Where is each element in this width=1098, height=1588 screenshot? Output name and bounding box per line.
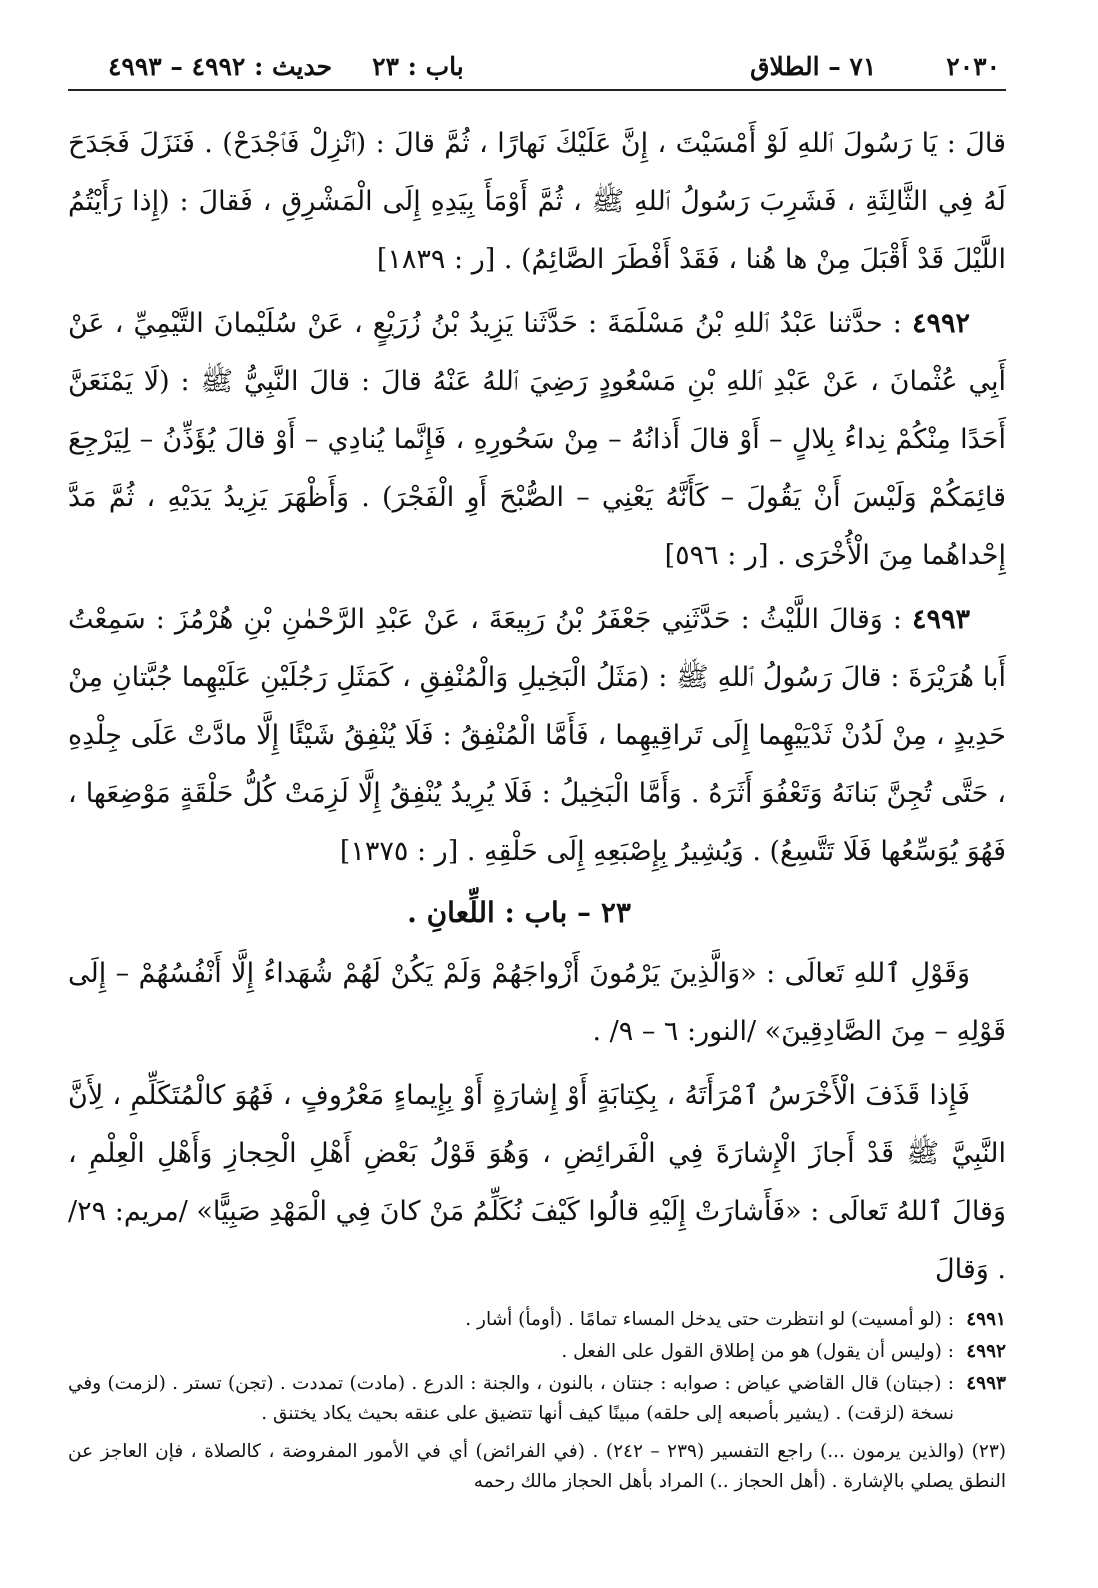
verse-paragraph: وَقَوْلِ ٱللهِ تَعالَى : «وَالَّذِينَ يَرْمُونَ أَزْواجَهُمْ وَلَمْ يَكُنْ لَهُمْ شُهَداءُ إِلَّا أَنْفُسُهُمْ – إِلَى قَوْلِهِ – مِنَ الصَّادِقِينَ» /النور: ٦ – ٩/ .: [68, 958, 1006, 1047]
footnote-4991: [68, 1305, 1006, 1335]
footnotes: [68, 1305, 1006, 1497]
footnote-text: : (لو أمسيت) لو انتظرت حتى يدخل المساء تمامًا . (أومأ) أشار .: [465, 1309, 954, 1330]
hadith-range: حديث : ٤٩٩٢ – ٤٩٩٣: [108, 52, 333, 81]
footnote-text: : (وليس أن يقول) هو من إطلاق القول على الفعل .: [561, 1341, 954, 1362]
hadith-text: : وَقالَ اللَّيْثُ : حَدَّثَنِي جَعْفَرُ بْنُ رَبِيعَةَ ، عَنْ عَبْدِ الرَّحْمٰنِ بْنِ هُرْمُزَ : سَمِعْتُ أَبا هُرَيْرَةَ : قالَ رَسُولُ ٱللهِ ﷺ : (مَثَلُ الْبَخِيلِ وَالْمُنْفِقِ ، كَمَثَلِ رَجُلَيْنِ عَلَيْهِما جُبَّتانِ مِنْ حَدِيدٍ ، مِنْ لَدُنْ ثَدْيَيْهِما إِلَى تَراقِيهِما ، فَأَمَّا الْمُنْفِقُ : فَلَا يُنْفِقُ شَيْئًا إِلَّا مادَّتْ عَلَى جِلْدِهِ ، حَتَّى تُجِنَّ بَنانَهُ وَتَعْفُوَ أَثَرَهُ . وَأَمَّا الْبَخِيلُ : فَلَا يُرِيدُ يُنْفِقُ إِلَّا لَزِمَتْ كُلُّ حَلْقَةٍ مَوْضِعَها ، فَهُوَ يُوَسِّعُها فَلَا تَتَّسِعُ) . وَيُشِيرُ بِإِصْبَعِهِ إِلَى حَلْقِهِ . [ر : ١٣٧٥]: [68, 604, 1006, 867]
hadith-text: : حدَّثنا عَبْدُ ٱللهِ بْنُ مَسْلَمَةَ : حَدَّثَنا يَزِيدُ بْنُ زُرَيْعٍ ، عَنْ سُلَيْمانَ التَّيْمِيِّ ، عَنْ أَبِي عُثْمانَ ، عَنْ عَبْدِ ٱللهِ بْنِ مَسْعُودٍ رَضِيَ ٱللهُ عَنْهُ قالَ : قالَ النَّبِيُّ ﷺ : (لَا يَمْنَعَنَّ أَحَدًا مِنْكُمْ نِداءُ بِلالٍ – أَوْ قالَ أَذانُهُ – مِنْ سَحُورِهِ ، فَإِنَّما يُنادِي – أَوْ قالَ يُؤَذِّنُ – لِيَرْجِعَ قائِمَكُمْ وَلَيْسَ أَنْ يَقُولَ – كَأَنَّهُ يَعْنِي – الصُّبْحَ أَوِ الْفَجْرَ) . وَأَظْهَرَ يَزِيدُ يَدَيْهِ ، ثُمَّ مَدَّ إِحْداهُما مِنَ الْأُخْرَى . [ر : ٥٩٦]: [68, 308, 1006, 571]
hadith-number: ٤٩٩٣: [911, 604, 970, 635]
header-left: [108, 52, 464, 81]
hadith-4993: [68, 591, 1006, 881]
footnote-number: ٤٩٩٣: [966, 1373, 1006, 1394]
footnote-number: ٤٩٩٢: [966, 1341, 1006, 1362]
book-title: ٧١ – الطلاق: [750, 52, 877, 81]
footnote-23: (٢٣) (والذين يرمون ...) راجع التفسير (٢٣٩ – ٢٤٢) . (في الفرائض) أي في الأمور المفروضة ، كالصلاة ، فإن العاجز عن النطق يصلي بالإشارة . (أهل الحجاز ..) المراد بأهل الحجاز مالك رحمه: [68, 1441, 1006, 1492]
footnote-text: : (جبتان) قال القاضي عياض : صوابه : جنتان ، بالنون ، والجنة : الدرع . (مادت) تمددت . (تجن) تستر . (لزمت) وفي نسخة (لزقت) . (يشير بأصبعه إلى حلقه) مبينًا كيف أنها تتضيق على عنقه بحيث يكاد يختنق .: [68, 1373, 954, 1424]
footnote-4992: [68, 1337, 1006, 1367]
page-number: ٢٠٣٠: [946, 52, 1000, 81]
paragraph-continuation: قالَ : يَا رَسُولَ ٱللهِ لَوْ أَمْسَيْتَ ، إِنَّ عَلَيْكَ نَهارًا ، ثُمَّ قالَ : (ٱنْزِلْ فَٱجْدَحْ) . فَنَزَلَ فَجَدَحَ لَهُ فِي الثَّالِثَةِ ، فَشَرِبَ رَسُولُ ٱللهِ ﷺ ، ثُمَّ أَوْمَأَ بِيَدِهِ إِلَى الْمَشْرِقِ ، فَقالَ : (إِذا رَأَيْتُمُ اللَّيْلَ قَدْ أَقْبَلَ مِنْ ها هُنا ، فَقَدْ أَفْطَرَ الصَّائِمُ) . [ر : ١٨٣٩]: [68, 128, 1006, 275]
running-header: [68, 52, 1006, 91]
header-right: [750, 52, 1000, 81]
footnote-number: ٤٩٩١: [966, 1309, 1006, 1330]
hadith-number: ٤٩٩٢: [911, 308, 970, 339]
hadith-4992: [68, 295, 1006, 585]
chapter-heading: ٢٣ – باب : اللِّعانِ .: [407, 896, 631, 929]
paragraph: فَإِذا قَذَفَ الْأَخْرَسُ ٱمْرَأَتَهُ ، بِكِتابَةٍ أَوْ إِشارَةٍ أَوْ بِإِيماءٍ مَعْرُوفٍ ، فَهُوَ كالْمُتَكَلِّمِ ، لِأَنَّ النَّبِيَّ ﷺ قَدْ أَجازَ الْإِشارَةَ فِي الْفَرائِضِ ، وَهُوَ قَوْلُ بَعْضِ أَهْلِ الْحِجازِ وَأَهْلِ الْعِلْمِ ، وَقالَ ٱللهُ تَعالَى : «فَأَشارَتْ إِلَيْهِ قالُوا كَيْفَ نُكَلِّمُ مَنْ كانَ فِي الْمَهْدِ صَبِيًّا» /مريم: ٢٩/ . وَقالَ: [68, 1080, 1006, 1285]
chapter-ref: باب : ٢٣: [372, 52, 464, 81]
main-text: [68, 115, 1006, 1299]
footnote-4993: [68, 1369, 1006, 1429]
